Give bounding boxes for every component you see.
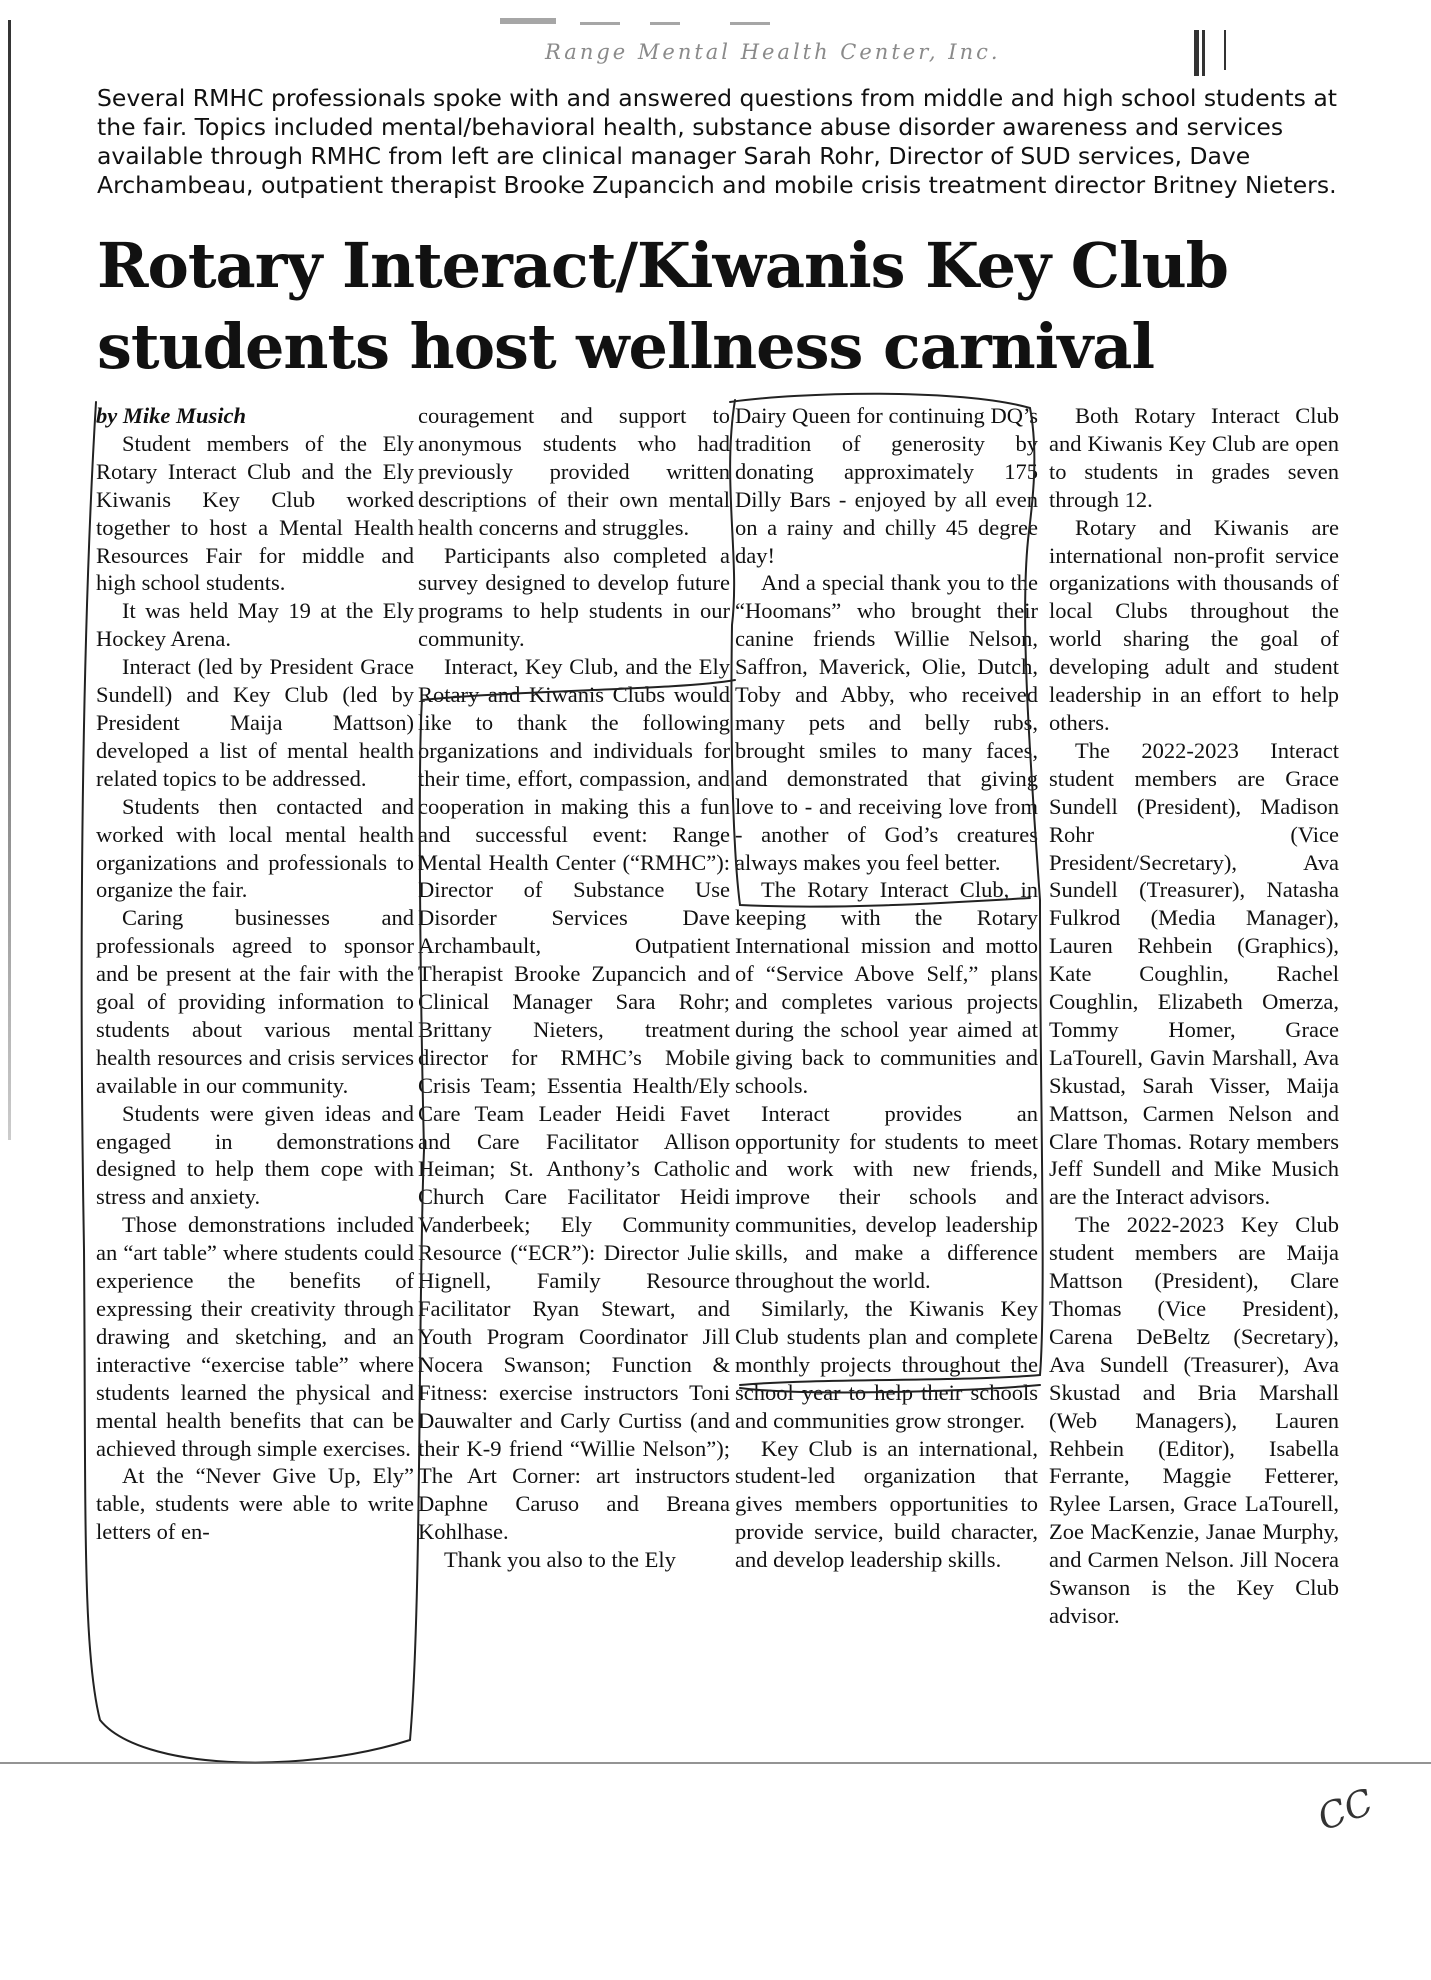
paragraph: The 2022-2023 Interact student members are Grace Sundell (President), Madison Rohr (Vice President/Secretary), Ava Sundell (Treasurer), Natasha Fulkrod (Media Manager), Lauren Rehbein (Graphics), Kate Coughlin, Rachel Coughlin, Elizabeth Omerza, Tommy Homer, Grace LaTourell, Gavin Marshall, Ava Skustad, Sarah Visser, Maija Mattson, Carmen Nelson and Clare Thomas. Rotary members Jeff Sundell and Mike Musich are the Interact advisors. (1049, 737, 1339, 1210)
clipping-mark (1192, 30, 1232, 78)
paragraph: couragement and support to anonymous students who had previously provided written descriptions of their own mental health concerns and struggles. (418, 403, 730, 540)
article-column-1 (96, 402, 414, 1546)
paragraph: Interact, Key Club, and the Ely Rotary and Kiwanis Clubs would like to thank the following organizations and individuals for their time, effort, compassion, and cooperation in making this a fun and successful event: Range Mental Health Center (“RMHC”): Director of Substance Use Disorder Services Dave Archambault, Outpatient Therapist Brooke Zupancich and Clinical Manager Sara Rohr; Brittany Nieters, treatment director for RMHC’s Mobile Crisis Team; Essentia Health/Ely Care Team Leader Heidi Favet and Care Facilitator Allison Heiman; St. Anthony’s Catholic Church Care Facilitator Heidi Vanderbeek; Ely Community Resource (“ECR”): Director Julie Hignell, Family Resource Facilitator Ryan Stewart, and Youth Program Coordinator Jill Nocera Swanson; Function & Fitness: exercise instructors Toni Dauwalter and Carly Curtiss (and their K-9 friend “Willie Nelson”); The Art Corner: art instructors Daphne Caruso and Breana Kohlhase. (418, 654, 730, 1545)
paragraph: Thank you also to the Ely (444, 1547, 676, 1573)
paragraph: Students were given ideas and engaged in demonstrations designed to help them cope with stress and anxiety. (96, 1100, 414, 1210)
article-column-4 (1049, 402, 1339, 1630)
paragraph: Both Rotary Interact Club and Kiwanis Key Club are open to students in grades seven through 12. (1049, 403, 1339, 512)
paragraph: At the “Never Give Up, Ely” table, students were able to write letters of en- (96, 1463, 414, 1545)
handwritten-initials: CC (1312, 1781, 1379, 1840)
paragraph: Caring businesses and professionals agreed to sponsor and be present at the fair with the goal of providing information to students about various mental health resources and crisis services available in our community. (96, 905, 414, 1098)
scan-smudge (730, 22, 770, 25)
scan-smudge (580, 22, 620, 25)
paragraph: Interact provides an opportunity for students to meet and work with new friends, improve their schools and communities, develop leadership skills, and make a difference throughout the world. (735, 1100, 1038, 1294)
page-divider (0, 1762, 1431, 1764)
scan-smudge (500, 18, 556, 24)
paragraph: Participants also completed a survey designed to develop future programs to help students in our community. (418, 542, 730, 652)
byline: by Mike Musich (96, 403, 247, 428)
paragraph: Student members of the Ely Rotary Interact Club and the Ely Kiwanis Key Club worked together to host a Mental Health Resources Fair for middle and high school students. (96, 430, 414, 596)
masthead-credit: Range Mental Health Center, Inc. (545, 40, 1001, 64)
paragraph: Key Club is an international, student-led organization that gives members opportunities to provide service, build character, and develop leadership skills. (735, 1435, 1038, 1573)
paragraph: The Rotary Interact Club, in keeping with the Rotary International mission and motto of “Service Above Self,” plans and completes various projects during the school year aimed at giving back to communities and schools. (735, 877, 1038, 1098)
paragraph: It was held May 19 at the Ely Hockey Arena. (96, 598, 414, 652)
paragraph: Rotary and Kiwanis are international non-profit service organizations with thousands of local Clubs throughout the world sharing the goal of developing adult and student leadership in an effort to help others. (1049, 514, 1339, 735)
paragraph: Dairy Queen for continuing DQ’s tradition of generosity by donating approximately 175 Dilly Bars - enjoyed by all even on a rainy and chilly 45 degree day! (735, 403, 1038, 568)
paragraph: And a special thank you to the “Hoomans” who brought their canine friends Willie Nelson, Saffron, Maverick, Olie, Dutch, Toby and Abby, who received many pets and belly rubs, brought smiles to many faces, and demonstrated that giving love to - and receiving love from - another of God’s creatures always makes you feel better. (735, 570, 1038, 875)
scan-smudge (650, 22, 680, 25)
paragraph: Those demonstrations included an “art table” where students could experience the benefits of expressing their creativity through drawing and sketching, and an interactive “exercise table” where students learned the physical and mental health benefits that can be achieved through simple exercises. (96, 1212, 414, 1461)
paragraph: Similarly, the Kiwanis Key Club students plan and complete monthly projects throughout the school year to help their schools and communities grow stronger. (735, 1296, 1038, 1433)
paragraph: Students then contacted and worked with local mental health organizations and professionals to organize the fair. (96, 793, 414, 903)
paragraph: Interact (led by President Grace Sundell) and Key Club (led by President Maija Mattson) developed a list of mental health related topics to be addressed. (96, 654, 414, 791)
article-column-2 (418, 402, 730, 1574)
photo-caption: Several RMHC professionals spoke with and answered questions from middle and high school students at the fair. Topics included mental/behavioral health, substance abuse disorder awareness and services available through RMHC from left are clinical manager Sarah Rohr, Director of SUD services, Dave Archambeau, outpatient therapist Brooke Zupancich and mobile crisis treatment director Britney Nieters. (97, 84, 1337, 199)
headline: Rotary Interact/Kiwanis Key Club students host wellness carnival (97, 229, 1229, 383)
paragraph: The 2022-2023 Key Club student members are Maija Mattson (President), Clare Thomas (Vice President), Carena DeBeltz (Secretary), Ava Sundell (Treasurer), Ava Skustad and Bria Marshall (Web Managers), Lauren Rehbein (Editor), Isabella Ferrante, Maggie Fetterer, Rylee Larsen, Grace LaTourell, Zoe MacKenzie, Janae Murphy, and Carmen Nelson. Jill Nocera Swanson is the Key Club advisor. (1049, 1212, 1339, 1628)
scan-edge (8, 20, 11, 1140)
article-column-3 (735, 402, 1038, 1574)
